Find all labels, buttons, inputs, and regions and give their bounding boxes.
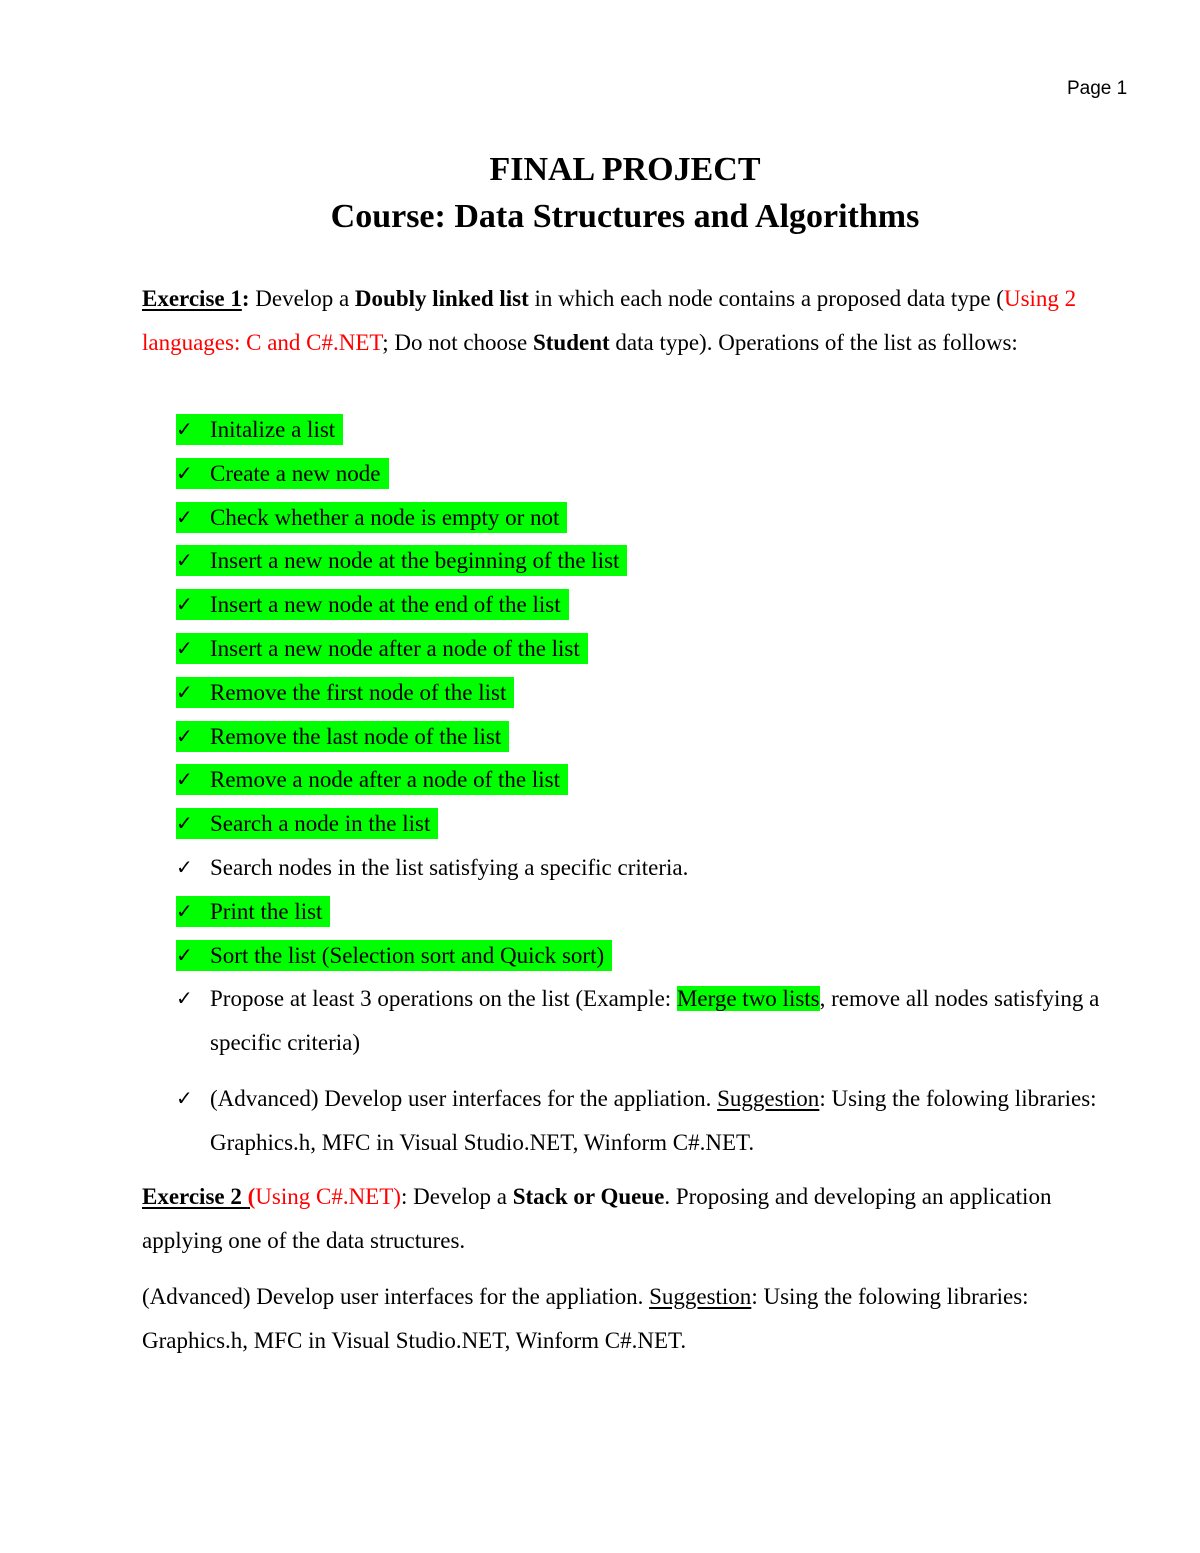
suggestion-label: Suggestion bbox=[649, 1284, 752, 1309]
check-icon: ✓ bbox=[176, 986, 193, 1011]
student-term: Student bbox=[532, 330, 610, 355]
exercise-1-colon: : bbox=[241, 286, 250, 311]
exercise-1-label: Exercise 1 bbox=[142, 286, 242, 311]
list-item: ✓ Create a new node bbox=[176, 452, 1116, 496]
list-item: ✓ Check whether a node is empty or not bbox=[176, 496, 1116, 540]
check-icon: ✓ bbox=[176, 898, 193, 923]
check-icon: ✓ bbox=[176, 592, 193, 617]
list-item: ✓ Search a node in the list bbox=[176, 802, 1116, 846]
list-item: ✓ Insert a new node at the beginning of the list bbox=[176, 539, 1116, 583]
merge-highlight: Merge two lists bbox=[676, 986, 820, 1012]
list-item: ✓ Remove the first node of the list bbox=[176, 671, 1116, 715]
propose-operations-item: ✓ Propose at least 3 operations on the list (Example: Merge two lists, remove all nodes satisfying a specific criteria) bbox=[176, 977, 1116, 1065]
stack-queue-term: Stack or Queue bbox=[512, 1184, 665, 1209]
language-requirement: Using 2 languages: C and C#.NET bbox=[142, 286, 1077, 355]
list-item: ✓ Search nodes in the list satisfying a specific criteria. bbox=[176, 846, 1116, 890]
list-item: ✓ Sort the list (Selection sort and Quick sort) bbox=[176, 934, 1116, 978]
list-item: ✓ Insert a new node after a node of the list bbox=[176, 627, 1116, 671]
list-item: ✓ Remove a node after a node of the list bbox=[176, 758, 1116, 802]
check-icon: ✓ bbox=[176, 460, 193, 485]
check-icon: ✓ bbox=[176, 679, 193, 704]
exercise-1-description bbox=[142, 277, 1112, 365]
exercise-1-text: data type). Operations of the list as follows: bbox=[609, 330, 1018, 355]
check-icon: ✓ bbox=[176, 635, 193, 660]
check-icon: ✓ bbox=[176, 1085, 193, 1110]
exercise-2-language: Using C#.NET) bbox=[255, 1184, 401, 1209]
check-icon: ✓ bbox=[176, 417, 193, 441]
check-icon: ✓ bbox=[176, 723, 193, 748]
exercise-2-description: Exercise 2 (Using C#.NET): Develop a Stack or Queue. Proposing and developing an application applying one of the data structures. bbox=[142, 1184, 1052, 1253]
exercise-1-text: in which each node contains a proposed data type ( bbox=[528, 286, 1004, 311]
list-item: ✓ Print the list bbox=[176, 890, 1116, 934]
check-icon: ✓ bbox=[176, 854, 193, 879]
list-item: ✓ Initalize a list bbox=[176, 408, 1116, 452]
exercise-1-text: Develop a bbox=[249, 286, 355, 311]
page-number: Page 1 bbox=[1067, 78, 1128, 99]
document-title: FINAL PROJECT bbox=[489, 151, 761, 188]
check-icon: ✓ bbox=[176, 942, 193, 967]
exercise-2-label: Exercise 2 ( bbox=[142, 1184, 256, 1209]
operations-checklist bbox=[176, 408, 1116, 1165]
advanced-paragraph: (Advanced) Develop user interfaces for the appliation. Suggestion: Using the folowing libraries: Graphics.h, MFC in Visual Studio.NET, Winform C#.NET. bbox=[142, 1284, 1029, 1353]
title-block bbox=[0, 148, 1200, 242]
suggestion-label: Suggestion bbox=[717, 1085, 820, 1111]
list-item: ✓ Remove the last node of the list bbox=[176, 715, 1116, 759]
list-item: ✓ Insert a new node at the end of the list bbox=[176, 583, 1116, 627]
doubly-linked-list-term: Doubly linked list bbox=[354, 286, 529, 311]
course-title: Course: Data Structures and Algorithms bbox=[330, 198, 920, 235]
check-icon: ✓ bbox=[176, 504, 193, 529]
exercise-1-text: ; Do not choose bbox=[382, 330, 533, 355]
check-icon: ✓ bbox=[176, 767, 193, 792]
advanced-ui-item: ✓ (Advanced) Develop user interfaces for the appliation. Suggestion: Using the folowing libraries: Graphics.h, MFC in Visual Studio.NET, Winform C#.NET. bbox=[176, 1077, 1116, 1165]
check-icon: ✓ bbox=[176, 811, 193, 836]
check-icon: ✓ bbox=[176, 548, 193, 573]
